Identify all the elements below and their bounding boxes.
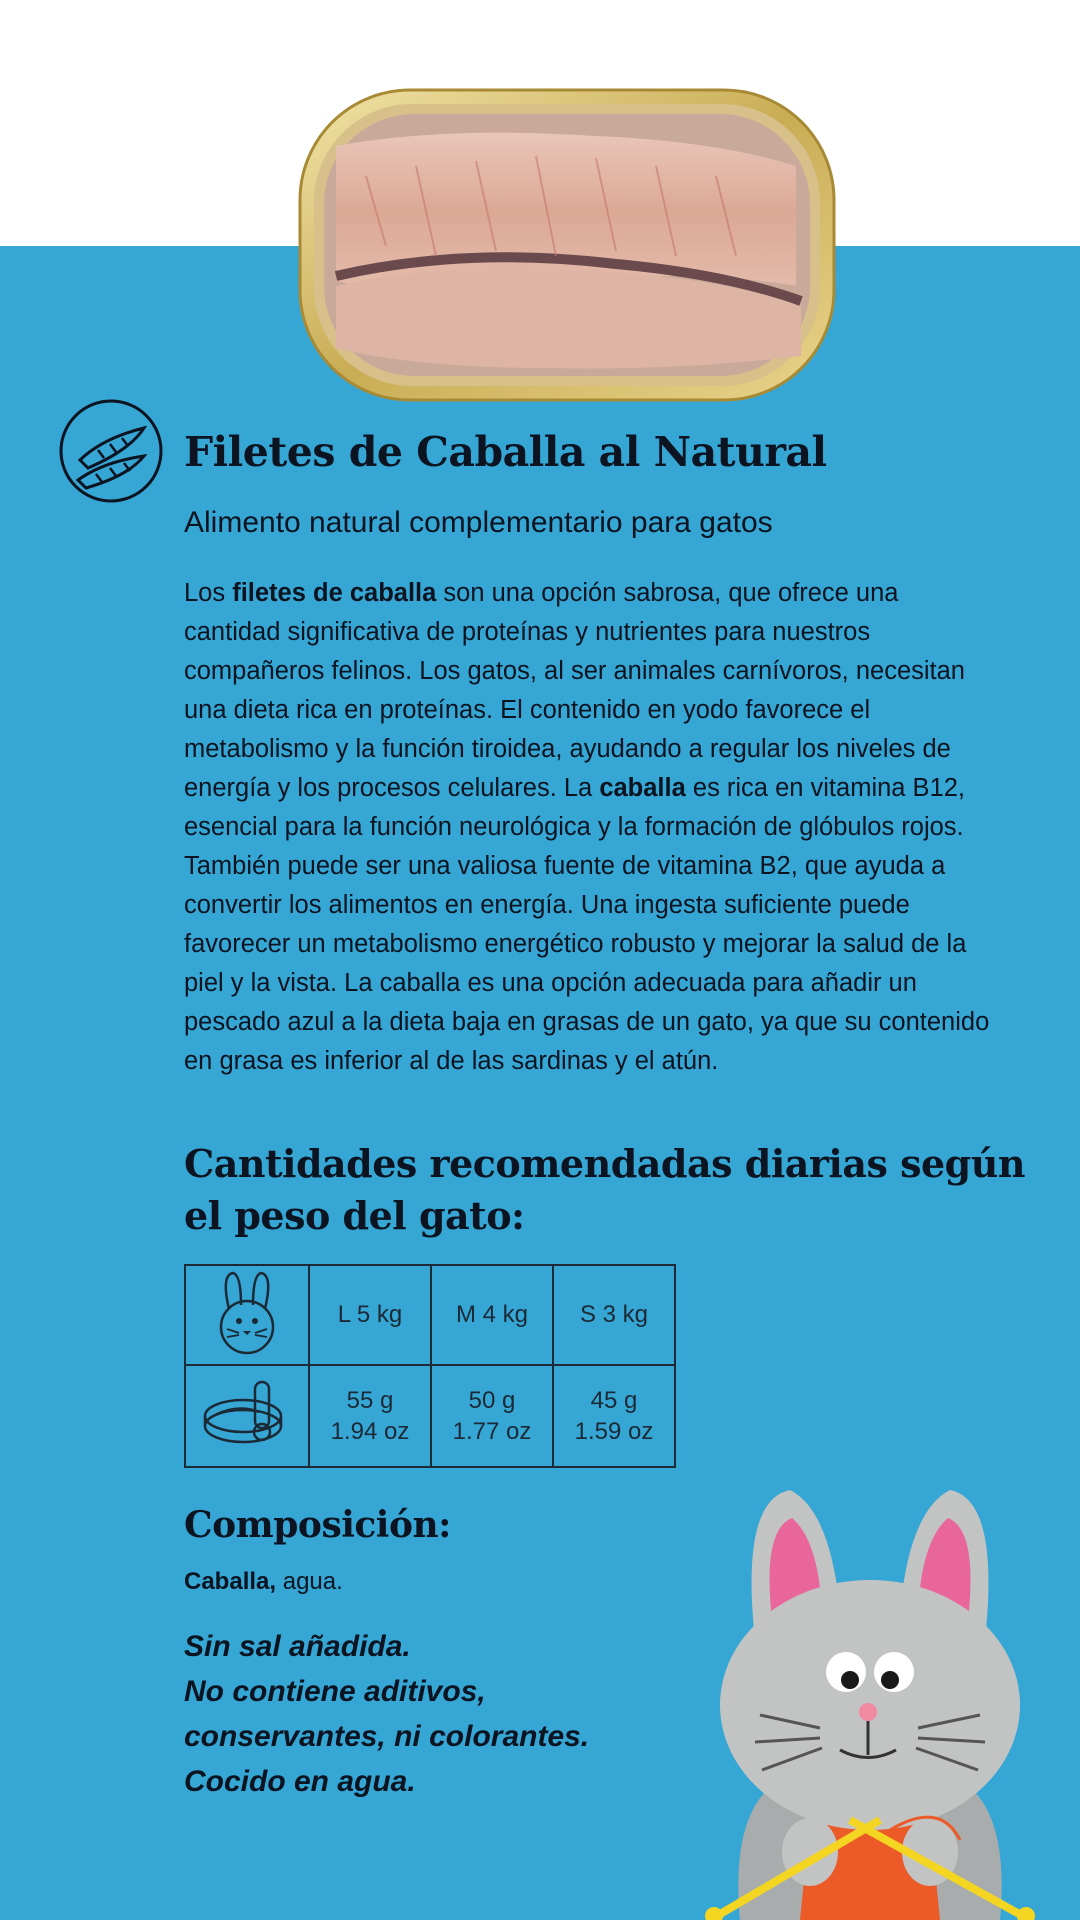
dosage-cell-m bbox=[431, 1365, 553, 1467]
note-line: Sin sal añadida. bbox=[184, 1630, 411, 1663]
product-notes bbox=[184, 1624, 589, 1804]
table-cell bbox=[185, 1365, 309, 1467]
grams-value: 55 g bbox=[346, 1387, 394, 1414]
mackerel-tin-image bbox=[296, 86, 838, 404]
other-ingredients: agua. bbox=[276, 1568, 343, 1595]
dosage-table bbox=[184, 1264, 676, 1468]
knitting-cat-illustration bbox=[700, 1480, 1040, 1920]
dosage-heading: Cantidades recomendadas diarias según el peso del gato: bbox=[184, 1141, 1025, 1238]
product-title: Filetes de Caballa al Natural bbox=[184, 428, 827, 476]
cat-face-icon bbox=[207, 1269, 287, 1355]
table-cell bbox=[185, 1265, 309, 1365]
ounces-value: 1.94 oz bbox=[330, 1418, 410, 1445]
grams-value: 45 g bbox=[590, 1387, 638, 1414]
description-text: Los bbox=[184, 579, 233, 607]
product-description bbox=[184, 574, 994, 1081]
description-bold-text: caballa bbox=[599, 774, 686, 802]
column-header-m: M 4 kg bbox=[431, 1265, 553, 1365]
composition-heading: Composición: bbox=[184, 1504, 451, 1546]
column-header-l: L 5 kg bbox=[309, 1265, 431, 1365]
ounces-value: 1.59 oz bbox=[574, 1418, 654, 1445]
note-line: No contiene aditivos, bbox=[184, 1675, 486, 1708]
note-line: conservantes, ni colorantes. bbox=[184, 1720, 590, 1753]
grams-value: 50 g bbox=[468, 1387, 516, 1414]
description-bold-text: filetes de caballa bbox=[232, 579, 437, 607]
column-header-s: S 3 kg bbox=[553, 1265, 675, 1365]
note-line: Cocido en agua. bbox=[184, 1765, 416, 1798]
main-ingredient: Caballa, bbox=[184, 1568, 277, 1595]
product-subtitle: Alimento natural complementario para gatos bbox=[184, 506, 773, 539]
table-row bbox=[185, 1365, 675, 1467]
ounces-value: 1.77 oz bbox=[452, 1418, 532, 1445]
composition-text bbox=[184, 1568, 343, 1596]
tin-can-icon bbox=[199, 1374, 295, 1450]
dosage-cell-s bbox=[553, 1365, 675, 1467]
description-text: son una opción sabrosa, que ofrece una cantidad significativa de proteínas y nutrientes para nuestros compañeros felinos. Los gatos, al ser animales carnívoros, necesitan una dieta rica en proteínas. El contenido en yodo favorece el metabolismo y la función tiroidea, ayudando a regular los niveles de energía y los procesos celulares. La bbox=[184, 579, 965, 802]
description-text: es rica en vitamina B12, esencial para la función neurológica y la formación de glóbulos rojos. También puede ser una valiosa fuente de vitamina B2, que ayuda a convertir los alimentos en energía. Una ingesta suficiente puede favorecer un metabolismo energético robusto y mejorar la salud de la piel y la vista. La caballa es una opción adecuada para añadir un pescado azul a la dieta baja en grasas de un gato, ya que su contenido en grasa es inferior al de las sardinas y el atún. bbox=[184, 774, 990, 1075]
table-row bbox=[185, 1265, 675, 1365]
dosage-cell-l bbox=[309, 1365, 431, 1467]
mackerel-icon bbox=[58, 398, 164, 504]
